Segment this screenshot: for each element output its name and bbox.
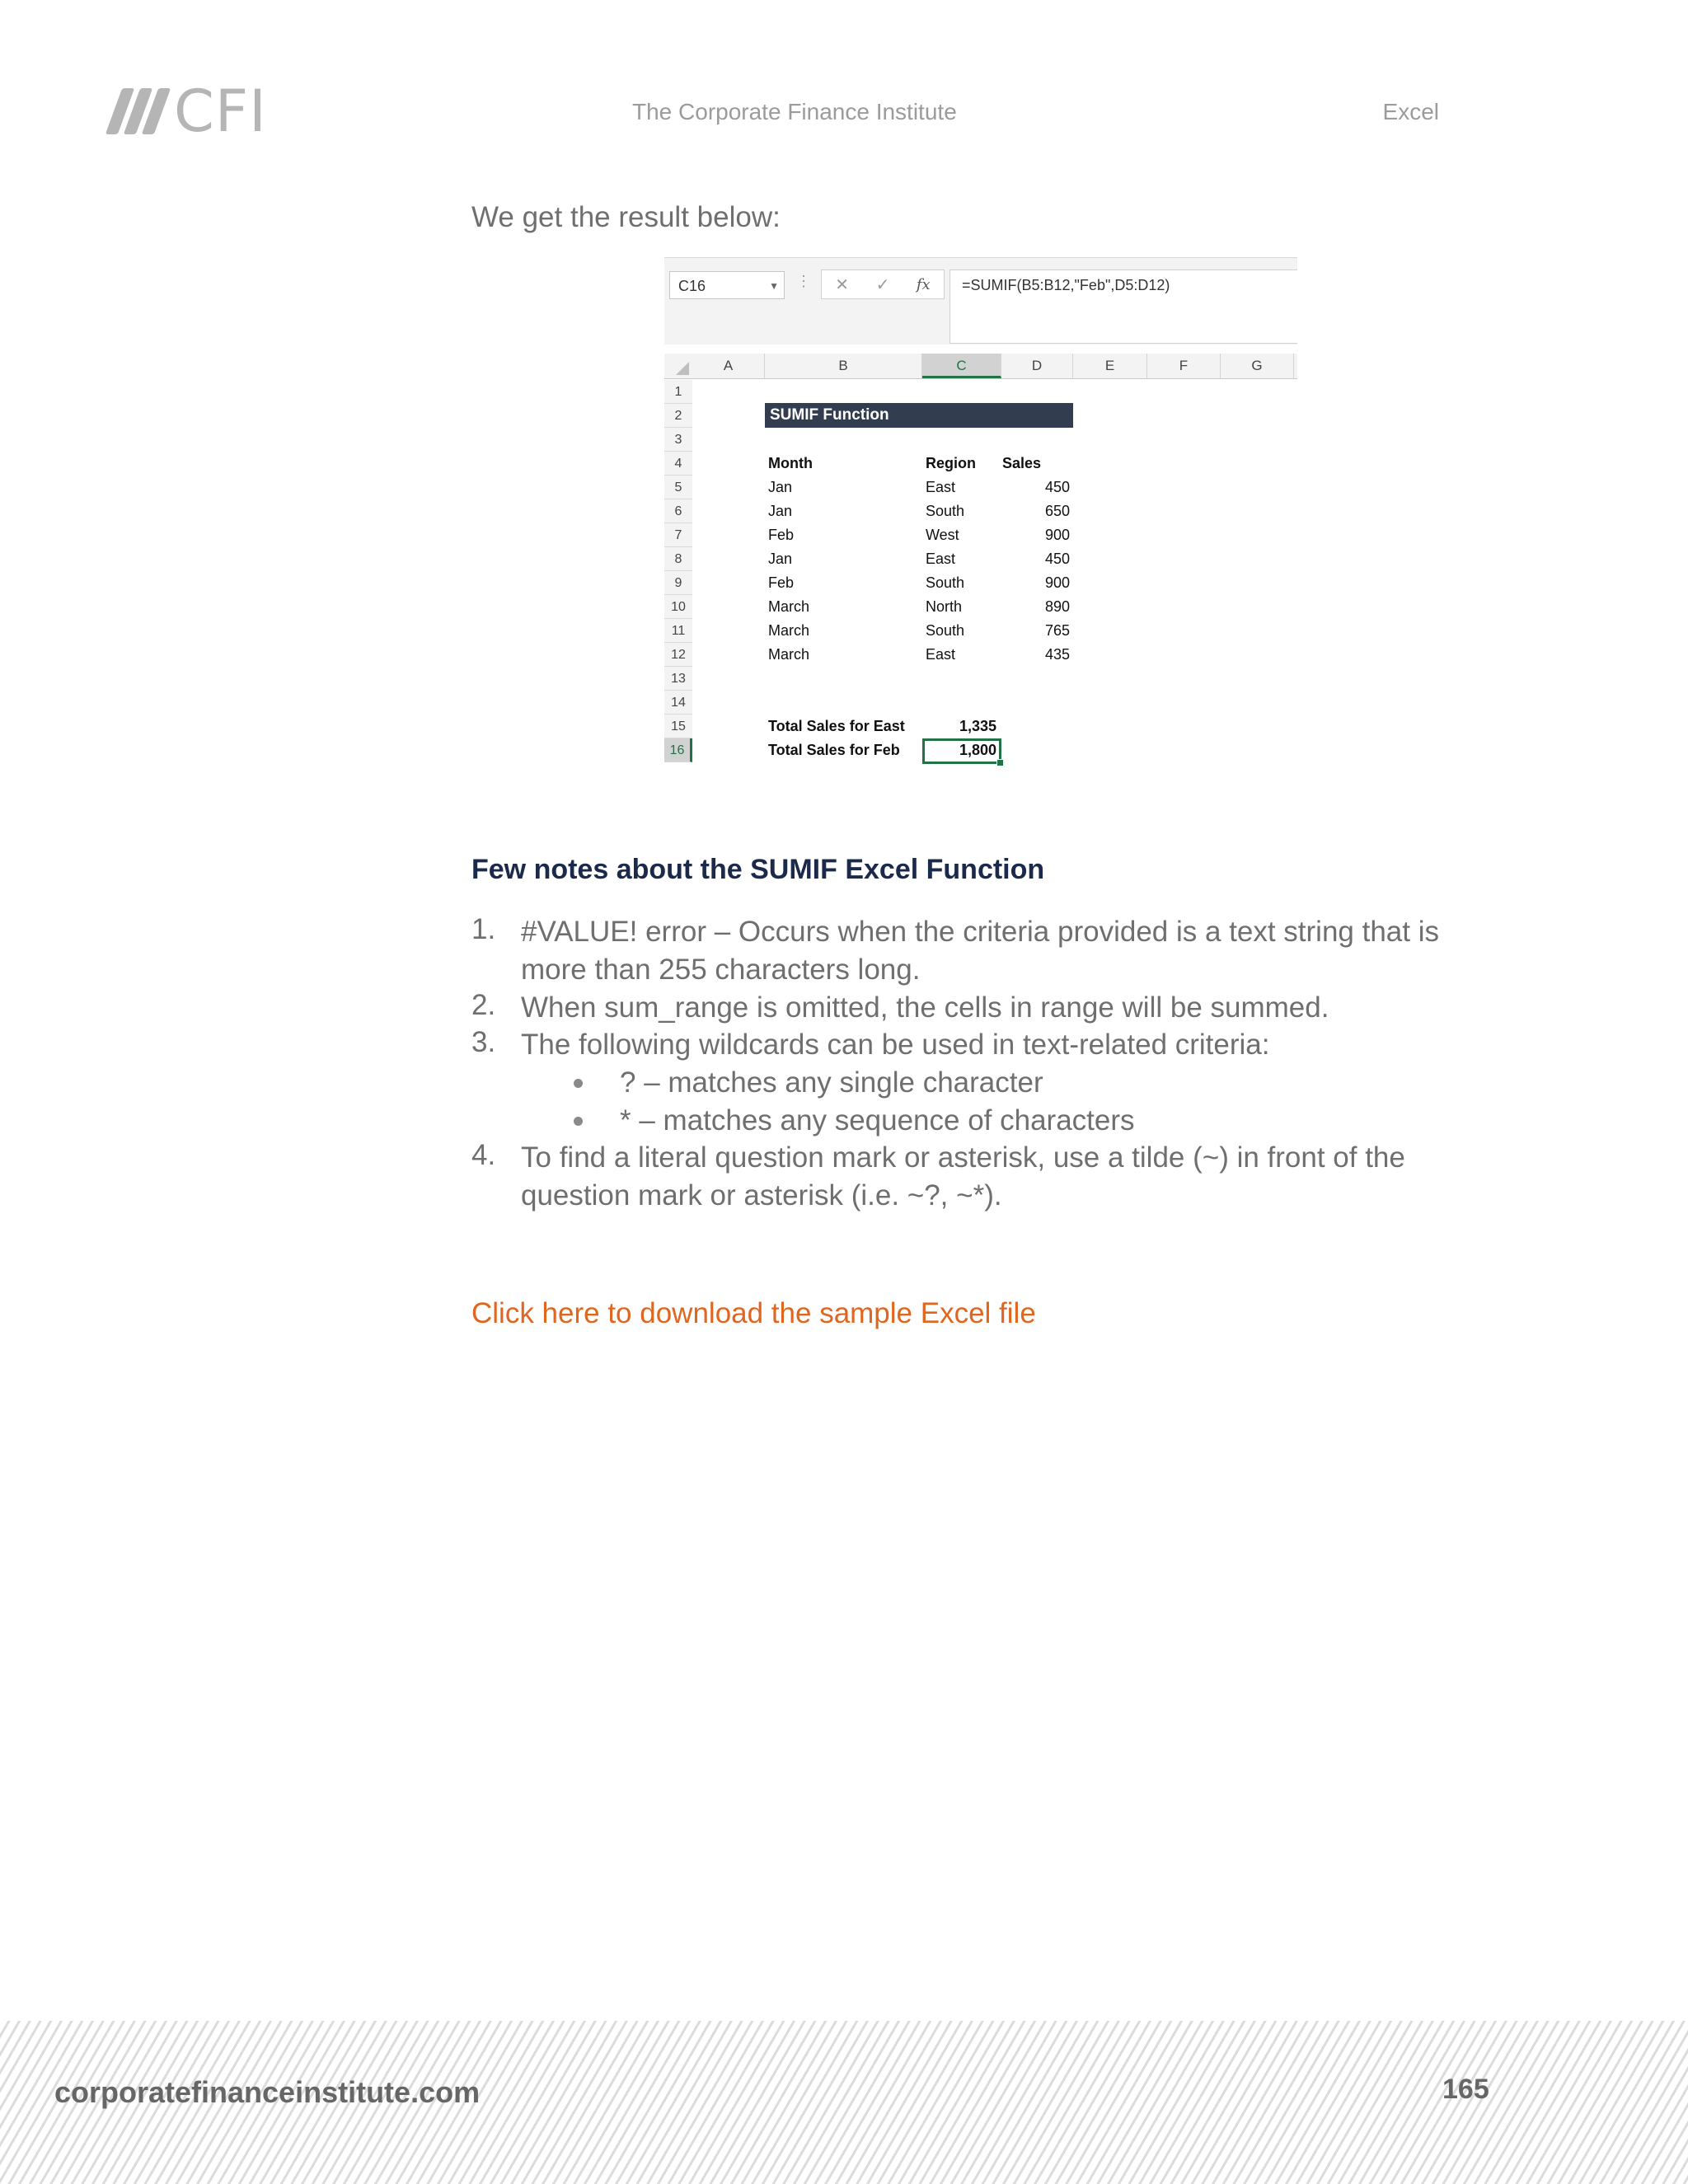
download-link[interactable]: Click here to download the sample Excel file [471,1297,1036,1329]
cell-month: Jan [768,479,793,495]
total-label: Total Sales for Feb [768,742,900,758]
cell-region: South [926,622,965,639]
list-item-text: more than 255 characters long. [521,954,921,986]
cell-sales: 435 [1044,646,1070,663]
cell-sales: 900 [1044,574,1070,591]
cell-sales: 450 [1044,551,1070,567]
column-header: C [922,354,1001,378]
header-region: Region [926,455,976,471]
name-box-value: C16 [678,278,706,294]
header-section: Excel [1382,99,1439,124]
list-number: 1. [471,913,496,945]
row-header: 4 [664,452,692,476]
cell-month: March [768,622,810,639]
total-label: Total Sales for East [768,718,905,734]
page-number: 165 [1442,2074,1489,2105]
more-icon: ⋮ [796,273,811,289]
row-header: 12 [664,643,692,667]
header-title: The Corporate Finance Institute [632,99,957,124]
cell-month: Jan [768,503,793,519]
row-header: 9 [664,571,692,595]
column-header: E [1073,354,1147,378]
bullet-icon [574,1117,583,1126]
list-number: 4. [471,1139,496,1171]
total-value: 1,335 [959,718,996,734]
cell-region: East [926,551,956,567]
row-header: 3 [664,428,692,452]
row-header: 7 [664,523,692,547]
select-all-corner [664,354,692,378]
column-header: G [1221,354,1294,378]
intro-text: We get the result below: [471,201,781,233]
formula-buttons [821,269,945,299]
row-header: 8 [664,547,692,571]
cell-sales: 765 [1044,622,1070,639]
total-value: 1,800 [959,742,996,758]
chevron-down-icon: ▼ [769,280,779,292]
formula-input: =SUMIF(B5:B12,"Feb",D5:D12) [950,269,1297,344]
cell-sales: 900 [1044,527,1070,543]
row-header: 15 [664,715,692,738]
list-item-text: The following wildcards can be used in text-related criteria: [521,1029,1270,1061]
row-header: 1 [664,380,692,404]
header-sales: Sales [1002,455,1042,471]
name-box [669,271,785,299]
cell-month: Jan [768,551,793,567]
cell-sales: 890 [1044,598,1070,615]
cfi-logo [114,77,267,145]
cell-region: East [926,479,956,495]
bullet-icon [574,1079,583,1088]
list-item-text: #VALUE! error – Occurs when the criteria provided is a text string that is [521,916,1439,948]
column-header: A [692,354,765,378]
table-title: SUMIF Function [765,403,1073,428]
row-header: 13 [664,667,692,691]
column-header: F [1147,354,1221,378]
cell-month: March [768,598,810,615]
cell-month: Feb [768,527,795,543]
cell-month: March [768,646,810,663]
list-item-text: To find a literal question mark or asterisk, use a tilde (~) in front of the [521,1141,1405,1174]
cancel-icon: ✕ [835,275,850,294]
row-header: 10 [664,595,692,619]
row-header: 5 [664,476,692,499]
cell-region: East [926,646,956,663]
list-number: 3. [471,1026,496,1058]
row-header: 2 [664,404,692,428]
column-header: B [765,354,922,378]
bullet-text: ? – matches any single character [620,1066,1043,1099]
row-header: 11 [664,619,692,643]
section-heading: Few notes about the SUMIF Excel Function [471,854,1045,885]
list-item-text: When sum_range is omitted, the cells in range will be summed. [521,991,1329,1024]
cell-month: Feb [768,574,795,591]
fx-icon: fx [916,275,931,293]
logo-mark-icon [114,88,162,134]
check-icon: ✓ [875,275,890,294]
list-number: 2. [471,989,496,1021]
column-headers [664,354,1297,379]
selected-cell-outline [922,738,1001,764]
row-header: 6 [664,499,692,523]
column-header: D [1001,354,1073,378]
cell-region: North [926,598,963,615]
footer-url[interactable]: corporatefinanceinstitute.com [54,2075,481,2109]
header-month: Month [768,455,813,471]
row-header: 16 [664,738,692,762]
list-item-text: question mark or asterisk (i.e. ~?, ~*). [521,1179,1002,1212]
excel-screenshot [664,257,1297,774]
bullet-text: * – matches any sequence of characters [620,1104,1135,1137]
logo-text: CFI [174,77,267,145]
cell-sales: 650 [1044,503,1070,519]
row-header: 14 [664,691,692,715]
formula-bar [664,257,1297,344]
cell-region: South [926,574,965,591]
cell-sales: 450 [1044,479,1070,495]
cell-region: South [926,503,965,519]
cell-region: West [926,527,959,543]
